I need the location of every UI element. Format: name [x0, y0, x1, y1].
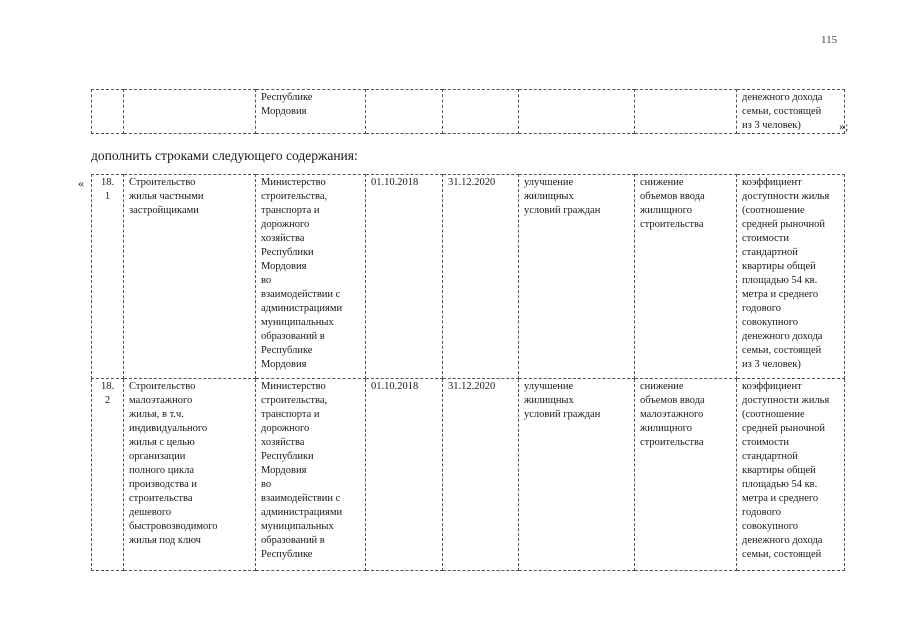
prev-row-indicator-cell: [737, 90, 845, 134]
indicator: коэффициент доступности жилья (соотношение средней рыночной стоимости стандартной квартиры общей площадью 54 кв. метра и среднего годового совокупного денежного дохода семьи, состоящей: [737, 379, 845, 571]
prev-row-executor-cell: [256, 90, 366, 134]
goal: улучшение жилищных условий граждан: [519, 379, 635, 571]
result: снижение объемов ввода жилищного строительства: [635, 175, 737, 379]
intro-text: дополнить строками следующего содержания:: [91, 148, 358, 163]
page-number: 115: [821, 34, 838, 46]
measure-name: Строительство жилья частными застройщиками: [124, 175, 256, 379]
executor: Министерство строительства, транспорта и дорожного хозяйства Республики Мордовия во взаимодействии с администрациями муниципальных образований в Республике Мордовия: [256, 175, 366, 379]
opening-quote: «: [78, 176, 84, 190]
table-row: [92, 379, 845, 571]
previous-row-table: [91, 89, 845, 134]
goal: улучшение жилищных условий граждан: [519, 175, 635, 379]
prev-row-num-cell: [92, 90, 124, 134]
prev-row-indicator: денежного дохода семьи, состоящей из 3 человек): [742, 92, 823, 131]
prev-row-result-cell: [635, 90, 737, 134]
added-rows-table: [91, 174, 845, 571]
executor: Министерство строительства, транспорта и дорожного хозяйства Республики Мордовия во взаимодействии с администрациями муниципальных образований в Республике: [256, 379, 366, 571]
measure-name: Строительство малоэтажного жилья, в т.ч. индивидуального жилья с целью организации полного цикла производства и строительства дешевого быстровозводимого жилья под ключ: [124, 379, 256, 571]
end-date: 31.12.2020: [443, 175, 519, 379]
result: снижение объемов ввода малоэтажного жилищного строительства: [635, 379, 737, 571]
row-number: 18. 2: [92, 379, 124, 571]
prev-row-executor: Республике Мордовия: [261, 92, 313, 117]
indicator: коэффициент доступности жилья (соотношение средней рыночной стоимости стандартной квартиры общей площадью 54 кв. метра и среднего годового совокупного денежного дохода семьи, состоящей из 3 человек): [737, 175, 845, 379]
start-date: 01.10.2018: [366, 175, 443, 379]
start-date: 01.10.2018: [366, 379, 443, 571]
prev-row-name-cell: [124, 90, 256, 134]
closing-quote: »;: [839, 119, 849, 133]
prev-row-end-cell: [443, 90, 519, 134]
row-number: 18. 1: [92, 175, 124, 379]
table-row: [92, 175, 845, 379]
prev-row-start-cell: [366, 90, 443, 134]
prev-row-goal-cell: [519, 90, 635, 134]
end-date: 31.12.2020: [443, 379, 519, 571]
